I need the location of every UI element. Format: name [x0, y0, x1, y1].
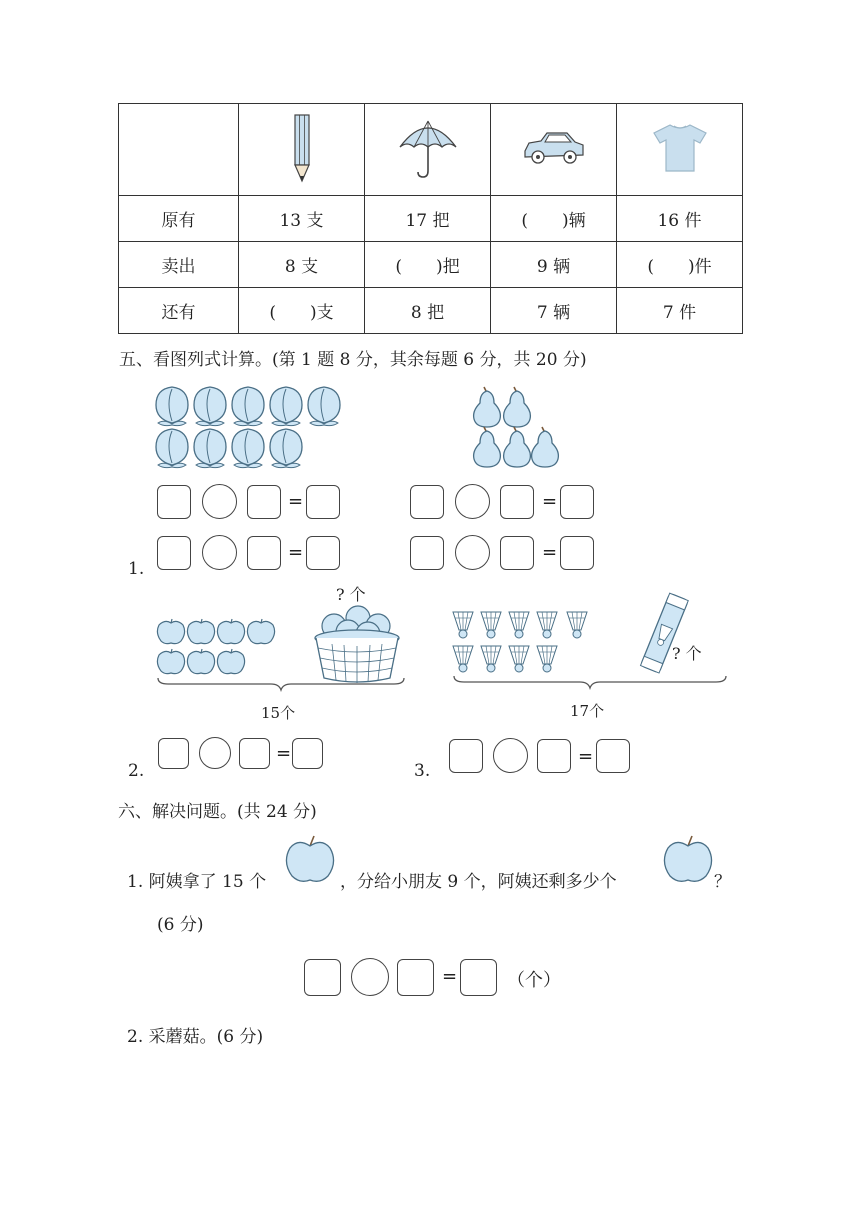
answer-box[interactable]	[397, 959, 434, 996]
table-cell: 8 把	[365, 288, 491, 334]
apple-icon	[662, 834, 714, 886]
pencil-icon	[287, 111, 317, 183]
tshirt-icon	[652, 121, 708, 173]
table-cell-pencil	[239, 104, 365, 196]
s6-q1-part1: 1. 阿姨拿了 15 个	[127, 872, 267, 892]
table-icon-row	[119, 104, 743, 196]
table-cell-car	[491, 104, 617, 196]
table-row-sold	[119, 242, 743, 288]
equals-sign: =	[542, 491, 558, 512]
q3-brace	[452, 674, 728, 690]
answer-box[interactable]	[410, 536, 444, 570]
table-cell: 7 辆	[491, 288, 617, 334]
table-cell: 13 支	[239, 196, 365, 242]
q3-number: 3.	[414, 761, 431, 781]
answer-box[interactable]	[596, 739, 630, 773]
row-header: 卖出	[119, 242, 239, 288]
table-row-remaining	[119, 288, 743, 334]
operator-circle[interactable]	[493, 738, 528, 773]
pear-group	[468, 383, 568, 471]
apple-group	[155, 615, 283, 677]
table-row-original	[119, 196, 743, 242]
peach-group	[152, 383, 352, 473]
table-cell: 16 件	[617, 196, 743, 242]
answer-box[interactable]	[500, 485, 534, 519]
row-header: 还有	[119, 288, 239, 334]
q2-total: 15个	[261, 704, 296, 722]
answer-box[interactable]	[304, 959, 341, 996]
car-icon	[521, 127, 587, 167]
answer-box[interactable]	[460, 959, 497, 996]
answer-box[interactable]	[560, 485, 594, 519]
answer-box[interactable]	[158, 738, 189, 769]
equals-sign: =	[288, 542, 304, 563]
answer-box[interactable]	[247, 485, 281, 519]
equals-sign: =	[578, 746, 594, 767]
table-cell: 9 辆	[491, 242, 617, 288]
answer-box[interactable]	[292, 738, 323, 769]
answer-box[interactable]	[157, 485, 191, 519]
table-cell: 8 支	[239, 242, 365, 288]
row-header: 原有	[119, 196, 239, 242]
operator-circle[interactable]	[202, 484, 237, 519]
answer-box[interactable]	[306, 485, 340, 519]
table-cell[interactable]: ( )支	[239, 288, 365, 334]
q2-number: 2.	[128, 761, 145, 781]
s6-q1-part3: ？	[714, 872, 731, 892]
s6-q1-unit: （个）	[507, 970, 561, 991]
answer-box[interactable]	[449, 739, 483, 773]
answer-box[interactable]	[306, 536, 340, 570]
shuttlecock-group	[449, 608, 599, 676]
answer-box[interactable]	[560, 536, 594, 570]
answer-box[interactable]	[157, 536, 191, 570]
operator-circle[interactable]	[202, 535, 237, 570]
basket-icon	[312, 598, 402, 684]
answer-box[interactable]	[500, 536, 534, 570]
answer-box[interactable]	[410, 485, 444, 519]
q3-question: ? 个	[672, 644, 702, 663]
answer-box[interactable]	[239, 738, 270, 769]
table-cell-tshirt	[617, 104, 743, 196]
apple-icon	[284, 834, 336, 886]
equals-sign: =	[542, 542, 558, 563]
table-cell[interactable]: ( )把	[365, 242, 491, 288]
q3-total: 17个	[570, 702, 605, 720]
answer-box[interactable]	[247, 536, 281, 570]
table-cell: 17 把	[365, 196, 491, 242]
answer-box[interactable]	[537, 739, 571, 773]
operator-circle[interactable]	[455, 535, 490, 570]
table-cell[interactable]: ( )辆	[491, 196, 617, 242]
operator-circle[interactable]	[199, 737, 231, 769]
table-cell[interactable]: ( )件	[617, 242, 743, 288]
q2-question: ? 个	[336, 585, 366, 604]
table-corner-cell	[119, 104, 239, 196]
umbrella-icon	[396, 115, 460, 179]
q1-number: 1.	[128, 559, 145, 579]
table-cell-umbrella	[365, 104, 491, 196]
item-table	[118, 103, 743, 334]
table-cell: 7 件	[617, 288, 743, 334]
equals-sign: =	[442, 966, 458, 987]
equals-sign: =	[288, 491, 304, 512]
operator-circle[interactable]	[351, 958, 389, 996]
equals-sign: =	[276, 743, 292, 764]
section6-heading: 六、解决问题。(共 24 分)	[118, 802, 317, 822]
s6-q2: 2. 采蘑菇。(6 分)	[127, 1027, 264, 1047]
section5-heading: 五、看图列式计算。(第 1 题 8 分，其余每题 6 分，共 20 分)	[119, 350, 587, 370]
s6-q1-score: (6 分)	[157, 915, 204, 935]
q2-brace	[156, 676, 406, 692]
operator-circle[interactable]	[455, 484, 490, 519]
s6-q1-part2: ，分给小朋友 9 个，阿姨还剩多少个	[340, 872, 617, 892]
